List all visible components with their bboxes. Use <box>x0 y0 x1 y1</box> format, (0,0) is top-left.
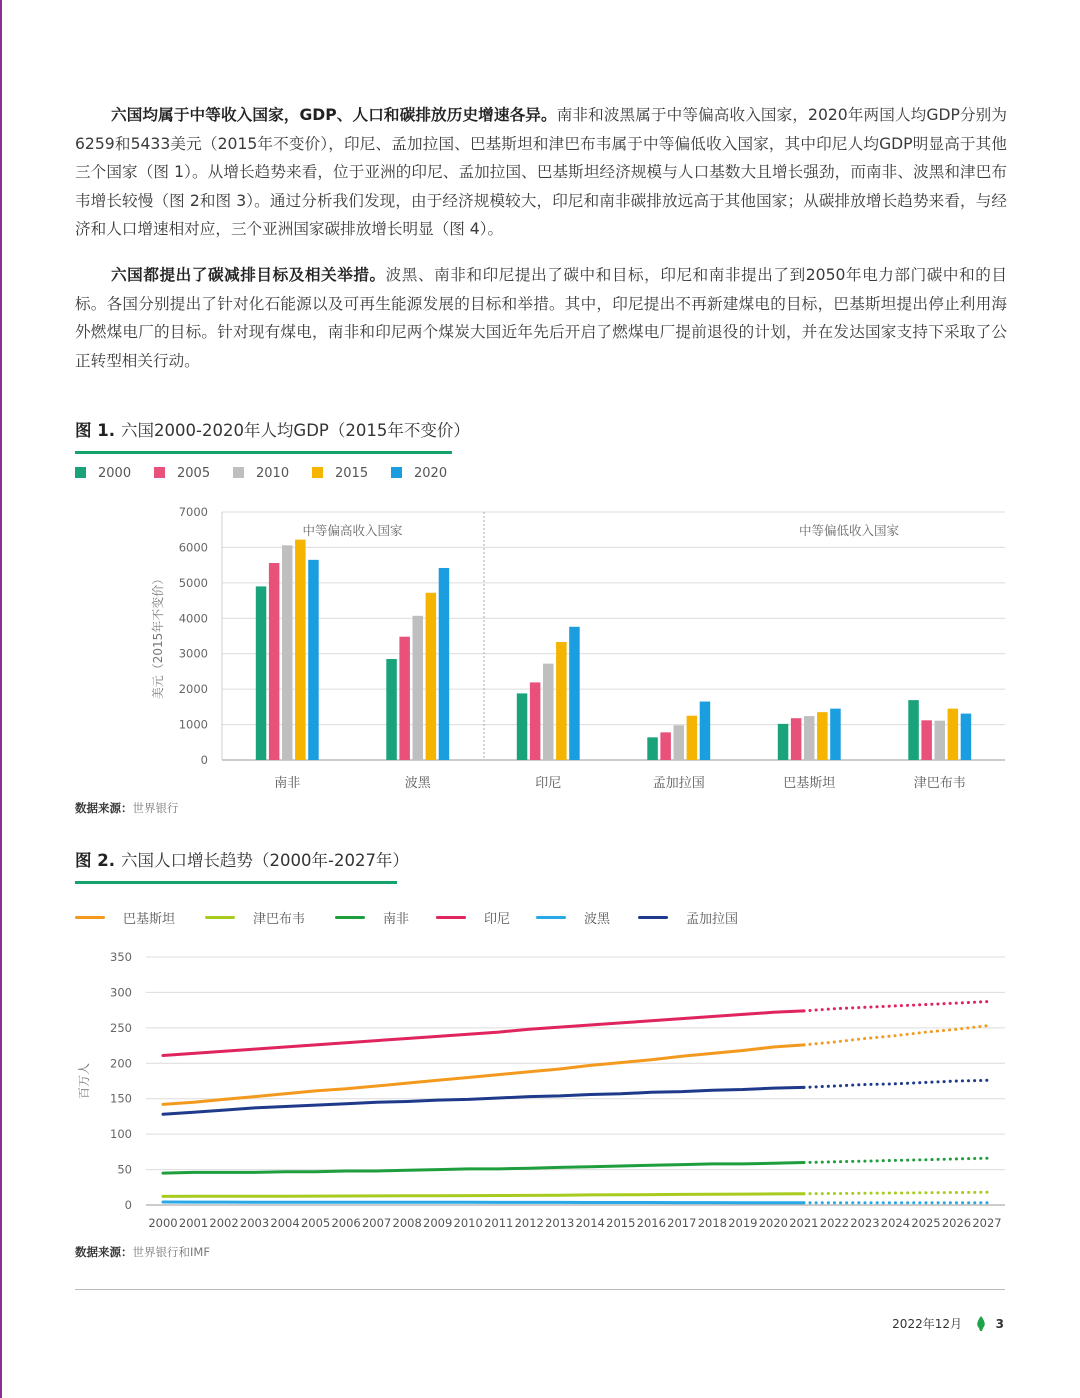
fig2-legend-label: 波黑 <box>584 912 611 927</box>
fig2-legend-item <box>436 908 510 927</box>
fig2-series-projection <box>804 1002 987 1011</box>
fig1-bar <box>269 563 280 760</box>
fig2-y-tick: 0 <box>124 1198 132 1212</box>
fig2-x-tick: 2003 <box>239 1216 270 1230</box>
fig1-bar <box>543 664 554 760</box>
fig2-legend-line <box>536 916 566 919</box>
fig1-bar <box>256 586 266 760</box>
fig1-y-tick: 5000 <box>178 575 208 590</box>
fig2-series-projection <box>804 1080 987 1087</box>
fig1-bar <box>647 737 658 760</box>
fig2-x-tick: 2015 <box>606 1216 636 1230</box>
fig1-x-tick: 巴基斯坦 <box>783 776 836 791</box>
fig2-x-tick: 2020 <box>758 1216 789 1230</box>
fig2-source-text: 世界银行和IMF <box>132 1245 210 1259</box>
fig2-x-tick: 2014 <box>575 1216 605 1230</box>
fig2-x-tick: 2001 <box>178 1216 209 1230</box>
fig1-bar <box>386 659 397 760</box>
fig1-bar <box>569 627 580 760</box>
fig1-legend-item <box>233 466 289 481</box>
fig1-bar <box>791 718 802 760</box>
fig1-legend-swatch <box>312 467 323 478</box>
fig1-bar <box>804 716 815 760</box>
fig1-y-tick: 2000 <box>178 682 208 697</box>
fig2-legend-label: 巴基斯坦 <box>123 912 176 927</box>
fig2-x-tick: 2004 <box>270 1216 300 1230</box>
fig1-bar <box>295 540 306 760</box>
fig1-bar <box>439 568 450 760</box>
fig2-x-tick: 2018 <box>697 1216 727 1230</box>
fig2-source-label: 数据来源： <box>75 1245 133 1259</box>
fig1-x-tick: 孟加拉国 <box>652 776 705 791</box>
paragraph-targets-lead: 六国都提出了碳减排目标及相关举措。 <box>111 266 386 284</box>
fig2-legend-line <box>335 916 365 919</box>
fig2-series-line <box>163 1202 804 1203</box>
fig1-bar <box>948 709 959 760</box>
fig2-x-tick: 2019 <box>728 1216 758 1230</box>
page-number: 3 <box>995 1317 1004 1331</box>
fig1-title <box>75 417 470 441</box>
fig1-y-tick: 7000 <box>178 505 208 519</box>
fig1-rule <box>75 451 452 454</box>
fig1-source-text: 世界银行 <box>132 801 179 815</box>
fig2-x-tick: 2024 <box>880 1216 911 1230</box>
fig2-legend-label: 孟加拉国 <box>686 912 739 927</box>
fig2-y-tick: 150 <box>110 1091 132 1106</box>
fig1-group-label: 中等偏高收入国家 <box>302 523 403 538</box>
fig1-legend-item <box>75 466 131 481</box>
fig1-legend-item <box>312 466 368 481</box>
fig1-bar <box>674 725 685 760</box>
fig2-x-tick: 2026 <box>941 1216 972 1230</box>
paragraph-income-body: 南非和波黑属于中等偏高收入国家，2020年两国人均GDP分别为6259和5433美元（2015年不变价），印尼、孟加拉国、巴基斯坦和津巴布韦属于中等偏低收入国家，其中印尼人均GDP明显高于其他三个国家（图 1）。从增长趋势来看，位于亚洲的印尼、孟加拉国、巴基斯坦经济规模与人口基数大且增长强劲，而南非、波黑和津巴布韦增长较慢（图 2和图 3）。通过分析我们发现，由于经济规模较大，印尼和南非碳排放远高于其他国家；从碳排放增长趋势来看，与经济和人口增速相对应，三个亚洲国家碳排放增长明显（图 4）。 <box>75 106 1007 239</box>
fig2-label: 图 2. <box>75 851 115 870</box>
fig1-source-label: 数据来源： <box>75 801 133 815</box>
fig2-series-line <box>163 1011 804 1056</box>
fig1-bar <box>426 593 437 760</box>
paragraph-targets <box>75 261 1007 375</box>
fig2-x-tick: 2008 <box>392 1216 422 1230</box>
fig2-chart <box>0 940 1080 1240</box>
fig2-legend-line <box>75 916 105 919</box>
fig2-y-tick: 350 <box>110 950 132 964</box>
fig2-series-line <box>163 1194 804 1197</box>
fig2-source <box>75 1244 210 1260</box>
fig2-legend-line <box>638 916 668 919</box>
fig1-legend-label: 2000 <box>98 466 132 481</box>
fig2-x-tick: 2002 <box>209 1216 239 1230</box>
fig1-bar <box>399 637 410 760</box>
fig1-y-tick: 3000 <box>178 646 208 661</box>
fig2-title <box>75 847 409 871</box>
fig2-legend-item <box>335 908 409 927</box>
fig1-legend-label: 2005 <box>177 466 211 481</box>
fig1-x-tick: 印尼 <box>535 776 562 791</box>
fig1-bar <box>660 732 671 760</box>
fig2-y-label: 百万人 <box>77 1062 91 1100</box>
fig1-bar <box>282 545 293 760</box>
fig2-series-line <box>163 1163 804 1174</box>
fig1-y-tick: 4000 <box>178 611 208 626</box>
fig1-bar <box>517 693 528 760</box>
fig1-y-tick: 0 <box>200 753 208 767</box>
fig1-title-text: 六国2000-2020年人均GDP（2015年不变价） <box>121 421 470 440</box>
fig2-y-tick: 100 <box>110 1127 132 1142</box>
fig1-x-tick: 波黑 <box>404 776 431 791</box>
fig2-series-line <box>163 1087 804 1114</box>
fig1-bar <box>817 712 828 760</box>
fig2-x-tick: 2027 <box>972 1216 1002 1230</box>
fig1-x-tick: 南非 <box>274 776 301 791</box>
fig2-rule <box>75 881 397 884</box>
fig1-source <box>75 800 179 816</box>
fig2-series-line <box>163 1045 804 1105</box>
fig2-legend-line <box>205 916 235 919</box>
fig1-bar <box>921 720 932 760</box>
fig1-bar <box>687 716 698 760</box>
footer <box>892 1315 1004 1334</box>
fig2-x-tick: 2016 <box>636 1216 666 1230</box>
fig1-bar <box>700 702 711 760</box>
fig2-x-tick: 2013 <box>545 1216 575 1230</box>
fig2-title-text: 六国人口增长趋势（2000年-2027年） <box>121 851 409 870</box>
fig1-legend-label: 2010 <box>256 466 290 481</box>
fig1-legend-item <box>154 466 210 481</box>
fig2-x-tick: 2006 <box>331 1216 361 1230</box>
footer-date: 2022年12月 <box>892 1317 962 1331</box>
fig2-x-tick: 2007 <box>361 1216 392 1230</box>
fig2-y-tick: 300 <box>110 985 132 1000</box>
fig2-x-tick: 2012 <box>514 1216 544 1230</box>
leaf-icon <box>976 1316 986 1334</box>
fig1-legend-swatch <box>233 467 244 478</box>
fig2-series-projection <box>804 1192 987 1194</box>
fig2-x-tick: 2009 <box>423 1216 453 1230</box>
fig2-legend-item <box>536 908 610 927</box>
fig2-series-projection <box>804 1026 987 1045</box>
fig2-x-tick: 2005 <box>300 1216 331 1230</box>
fig1-bar <box>530 682 541 760</box>
fig2-series-projection <box>804 1158 987 1162</box>
fig1-legend-label: 2015 <box>335 466 369 481</box>
fig2-y-tick: 250 <box>110 1020 132 1035</box>
fig1-legend-item <box>391 466 447 481</box>
fig1-bar <box>830 709 841 760</box>
fig1-legend-swatch <box>75 467 86 478</box>
fig2-x-tick: 2021 <box>789 1216 819 1230</box>
fig1-legend-swatch <box>391 467 402 478</box>
fig2-y-tick: 50 <box>117 1162 132 1177</box>
fig1-bar <box>308 560 319 760</box>
fig2-legend-item <box>638 908 738 927</box>
fig1-group-label: 中等偏低收入国家 <box>798 523 899 538</box>
fig1-legend-label: 2020 <box>414 466 448 481</box>
fig2-legend-line <box>436 916 466 919</box>
paragraph-income-lead: 六国均属于中等收入国家，GDP、人口和碳排放历史增速各异。 <box>111 106 557 124</box>
fig1-y-label: 美元（2015年不变价） <box>151 572 165 700</box>
fig1-bar <box>556 642 567 760</box>
fig2-x-tick: 2023 <box>850 1216 880 1230</box>
fig1-chart <box>0 495 1080 795</box>
fig1-bar <box>961 714 972 760</box>
fig2-legend-item <box>75 908 175 927</box>
fig2-y-tick: 200 <box>110 1056 132 1071</box>
fig1-bar <box>413 616 424 760</box>
fig1-label: 图 1. <box>75 421 115 440</box>
fig2-x-tick: 2010 <box>453 1216 483 1230</box>
fig1-y-tick: 6000 <box>178 540 208 555</box>
fig2-legend-label: 津巴布韦 <box>253 912 306 927</box>
footer-rule <box>75 1289 1005 1290</box>
fig1-bar <box>935 721 946 760</box>
paragraph-targets-body: 波黑、南非和印尼提出了碳中和目标，印尼和南非提出了到2050年电力部门碳中和的目标。各国分别提出了针对化石能源以及可再生能源发展的目标和举措。其中，印尼提出不再新建煤电的目标，巴基斯坦提出停止利用海外燃煤电厂的目标。针对现有煤电，南非和印尼两个煤炭大国近年先后开启了燃煤电厂提前退役的计划，并在发达国家支持下采取了公正转型相关行动。 <box>75 266 1007 370</box>
fig2-x-tick: 2011 <box>484 1216 514 1230</box>
fig1-x-tick: 津巴布韦 <box>913 776 966 791</box>
fig1-bar <box>778 724 789 760</box>
fig1-y-tick: 1000 <box>178 717 208 732</box>
fig2-x-tick: 2017 <box>667 1216 697 1230</box>
fig1-bar <box>908 700 919 760</box>
fig2-x-tick: 2022 <box>819 1216 850 1230</box>
fig2-legend-label: 南非 <box>383 912 410 927</box>
fig2-legend-label: 印尼 <box>484 912 511 927</box>
fig2-legend-item <box>205 908 305 927</box>
fig2-x-tick: 2025 <box>911 1216 941 1230</box>
fig1-legend-swatch <box>154 467 165 478</box>
paragraph-income <box>75 101 1007 244</box>
fig2-x-tick: 2000 <box>148 1216 178 1230</box>
